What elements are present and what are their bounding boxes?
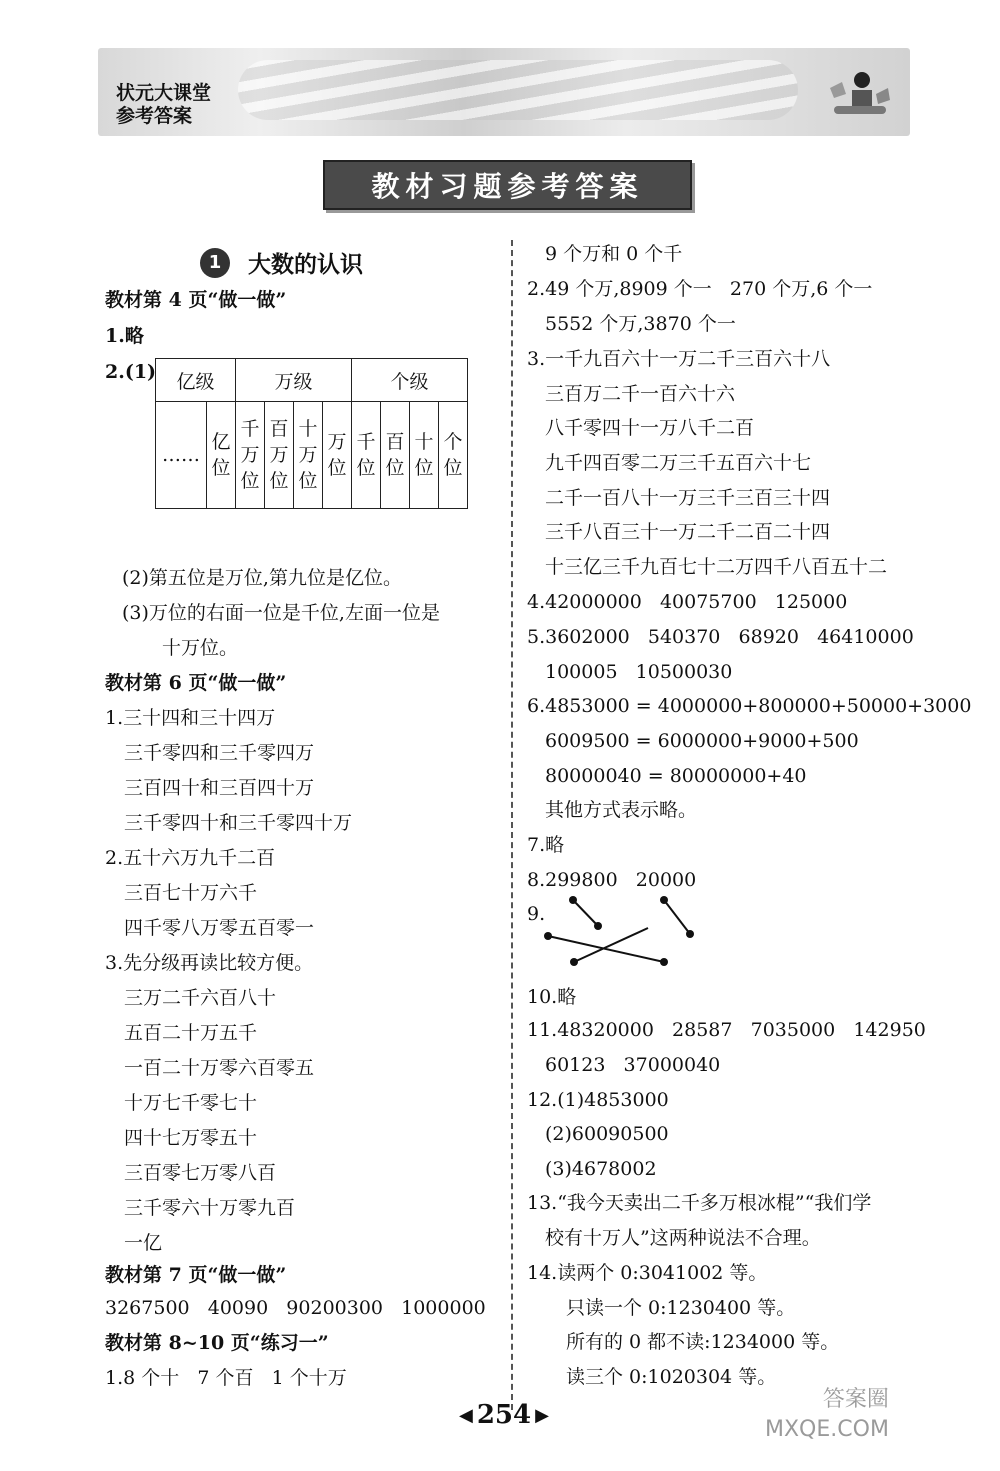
- position-cell: [207, 402, 236, 509]
- p4-heading: 教材第 4 页“做一做”: [105, 289, 287, 311]
- r-q3c: 八千零四十一万八千二百: [545, 417, 755, 439]
- watermark-line1: 答案圈: [822, 1387, 889, 1412]
- position-cell: [323, 402, 352, 509]
- p4-q1: 1.略: [105, 325, 144, 347]
- p6-q3-8: 三千零六十万零九百: [124, 1197, 296, 1219]
- position-cell: [265, 402, 294, 509]
- p6-q1-3: 三百四十和三百四十万: [124, 777, 315, 799]
- brand-line1: 状元大课堂: [116, 82, 212, 104]
- p6-q3-1: 3.先分级再读比较方便。: [105, 952, 314, 974]
- p4-q2-2: (2)第五位是万位,第九位是亿位。: [122, 567, 402, 589]
- group-ge: 个级: [352, 359, 468, 402]
- r-q3e: 二千一百八十一万三千三百三十四: [545, 487, 831, 509]
- match-dot: [544, 932, 552, 940]
- r-q12c: (3)4678002: [545, 1158, 657, 1180]
- r-q6d: 其他方式表示略。: [545, 799, 698, 821]
- r-q14d: 读三个 0:1020304 等。: [566, 1366, 777, 1388]
- right-triangle-icon: ▶: [535, 1404, 549, 1426]
- r-q6a: 6.4853000 = 4000000+800000+50000+3000: [527, 695, 972, 717]
- position-cell: [352, 402, 381, 509]
- r-q12b: (2)60090500: [545, 1123, 669, 1145]
- p6-q3-5: 十万七千零七十: [124, 1092, 258, 1114]
- match-dot: [686, 930, 694, 938]
- position-text: 百万位: [269, 418, 289, 492]
- p6-q3-9: 一亿: [124, 1232, 163, 1254]
- reading-child-icon: [826, 66, 892, 126]
- r-q12a: 12.(1)4853000: [527, 1089, 669, 1111]
- section-number-badge: 1: [200, 248, 230, 278]
- r-q3b: 三百万二千一百六十六: [545, 383, 736, 405]
- r-q5a: 5.3602000 540370 68920 46410000: [527, 626, 914, 648]
- position-text: ……: [162, 444, 200, 466]
- page-number-footer: [455, 1400, 553, 1430]
- watermark-line2: MXQE.COM: [765, 1417, 889, 1442]
- position-ellipsis: [156, 402, 207, 509]
- position-cell: [294, 402, 323, 509]
- r-q4: 4.42000000 40075700 125000: [527, 591, 848, 613]
- p6-q1-4: 三千零四十和三千零四十万: [124, 812, 353, 834]
- r-q6b: 6009500 = 6000000+9000+500: [545, 730, 859, 752]
- position-text: 个位: [443, 431, 463, 479]
- position-cell: [439, 402, 468, 509]
- r-q10: 10.略: [527, 986, 577, 1008]
- p6-q3-4: 一百二十万零六百零五: [124, 1057, 315, 1079]
- p6-q3-6: 四十七万零五十: [124, 1127, 258, 1149]
- position-cell: [236, 402, 265, 509]
- header-banner: [98, 48, 910, 136]
- r-q13a: 13.“我今天卖出二千多万根冰棍”“我们学: [527, 1192, 872, 1214]
- position-text: 百位: [385, 431, 405, 479]
- r-q3a: 3.一千九百六十一万二千三百六十八: [527, 348, 831, 370]
- r-q14c: 所有的 0 都不读:1234000 等。: [566, 1331, 840, 1353]
- watermark: [765, 1385, 889, 1445]
- r-q14a: 14.读两个 0:3041002 等。: [527, 1262, 768, 1284]
- r-q13b: 校有十万人”这两种说法不合理。: [545, 1227, 821, 1249]
- r-q3f: 三千八百三十一万二千二百二十四: [545, 521, 831, 543]
- section-heading: [200, 246, 363, 279]
- page-title: 教材习题参考答案: [371, 170, 644, 203]
- position-text: 千位: [356, 431, 376, 479]
- p6-q3-2: 三万二千六百八十: [124, 987, 277, 1009]
- p7-answers: 3267500 40090 90200300 1000000: [105, 1297, 486, 1319]
- brand-line2: 参考答案: [116, 105, 193, 127]
- p4-q2-label: 2.(1): [105, 361, 157, 383]
- page-title-box: [323, 160, 692, 210]
- p4-q2-3a: (3)万位的右面一位是千位,左面一位是: [122, 602, 440, 624]
- r-q6c: 80000040 = 80000000+40: [545, 765, 807, 787]
- position-text: 十万位: [298, 418, 318, 492]
- group-yi: 亿级: [156, 359, 236, 402]
- r-q11a: 11.48320000 28587 7035000 142950: [527, 1019, 926, 1041]
- r-q3g: 十三亿三千九百七十二万四千八百五十二: [545, 556, 888, 578]
- p6-q1-2: 三千零四和三千零四万: [124, 742, 315, 764]
- p6-heading: 教材第 6 页“做一做”: [105, 672, 287, 694]
- matching-diagram: [528, 894, 728, 974]
- p8-q1: 1.8 个十 7 个百 1 个十万: [105, 1367, 347, 1389]
- position-text: 万位: [327, 431, 347, 479]
- column-divider: [511, 240, 513, 1410]
- position-cell: [410, 402, 439, 509]
- match-dot: [660, 896, 668, 904]
- left-triangle-icon: ◀: [459, 1404, 473, 1426]
- section-title: 大数的认识: [248, 252, 363, 278]
- r-line-0: 9 个万和 0 个千: [545, 243, 683, 265]
- p6-q3-3: 五百二十万五千: [124, 1022, 258, 1044]
- page-number: 254: [476, 1400, 532, 1430]
- p6-q2-1: 2.五十六万九千二百: [105, 847, 276, 869]
- match-line: [664, 900, 690, 934]
- r-q3d: 九千四百零二万三千五百六十七: [545, 452, 812, 474]
- p6-q2-3: 四千零八万零五百零一: [124, 917, 315, 939]
- group-wan: 万级: [236, 359, 352, 402]
- position-text: 十位: [414, 431, 434, 479]
- brand-label: [116, 82, 211, 128]
- match-line: [573, 900, 598, 926]
- position-cell: [381, 402, 410, 509]
- match-dot: [594, 922, 602, 930]
- p6-q2-2: 三百七十万六千: [124, 882, 258, 904]
- r-q11b: 60123 37000040: [545, 1054, 721, 1076]
- p6-q1-1: 1.三十四和三十四万: [105, 707, 276, 729]
- r-q5b: 100005 10500030: [545, 661, 733, 683]
- match-dot: [570, 958, 578, 966]
- place-value-table: [155, 358, 468, 509]
- r-q8: 8.299800 20000: [527, 869, 697, 891]
- p4-q2-3b: 十万位。: [162, 637, 239, 659]
- match-dot: [569, 896, 577, 904]
- position-text: 亿位: [211, 431, 231, 479]
- r-q7: 7.略: [527, 834, 565, 856]
- r-q2b: 5552 个万,3870 个一: [545, 313, 736, 335]
- r-q9: 9.: [527, 903, 546, 925]
- match-line: [548, 936, 664, 962]
- r-q2a: 2.49 个万,8909 个一 270 个万,6 个一: [527, 278, 873, 300]
- position-text: 千万位: [240, 418, 260, 492]
- r-q14b: 只读一个 0:1230400 等。: [566, 1297, 796, 1319]
- match-dot: [660, 958, 668, 966]
- p8-heading: 教材第 8~10 页“练习一”: [105, 1332, 329, 1354]
- p6-q3-7: 三百零七万零八百: [124, 1162, 277, 1184]
- p7-heading: 教材第 7 页“做一做”: [105, 1264, 287, 1286]
